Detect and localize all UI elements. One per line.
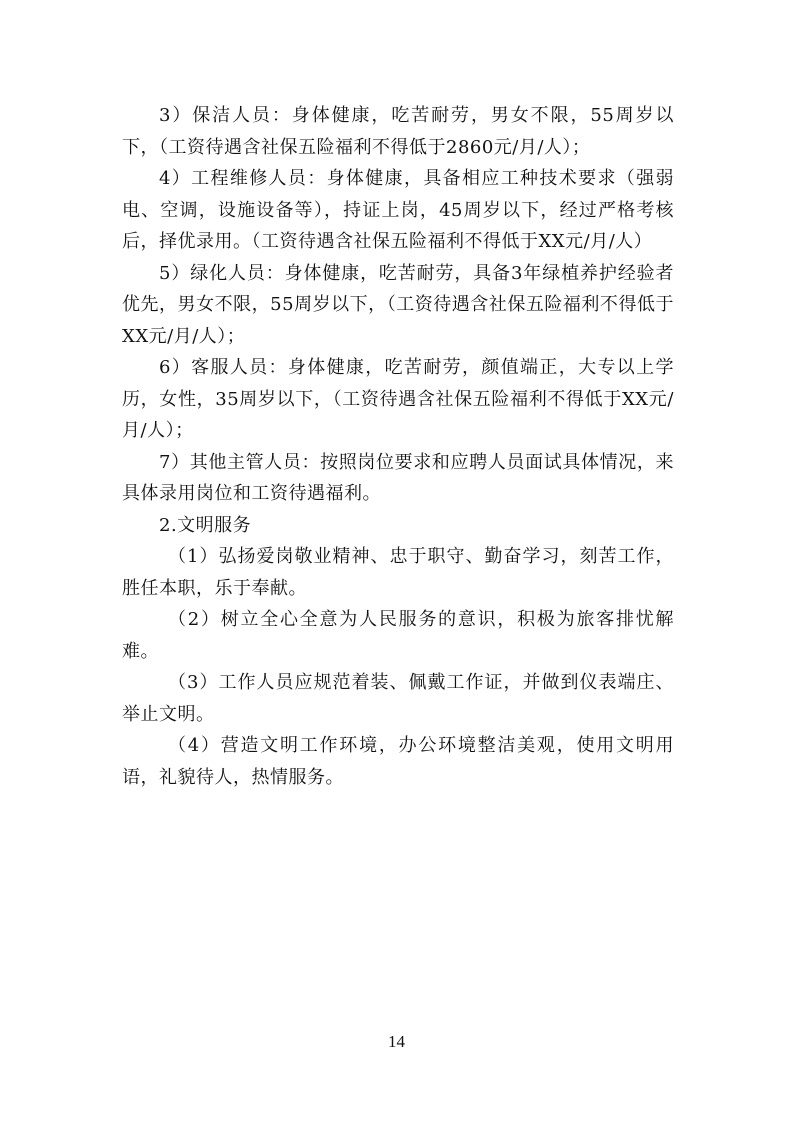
paragraph-item-2: （2）树立全心全意为人民服务的意识，积极为旅客排忧解难。	[122, 609, 674, 662]
page-number: 14	[388, 1032, 405, 1051]
section-heading-civilized-service: 2.文明服务	[159, 514, 252, 536]
paragraph-item-1: （1）弘扬爱岗敬业精神、忠于职守、勤奋学习，刻苦工作，胜任本职，乐于奉献。	[122, 546, 674, 599]
document-body	[122, 100, 674, 793]
paragraph-cleaning-staff: 3）保洁人员：身体健康，吃苦耐劳，男女不限，55周岁以下，（工资待遇含社保五险福利不得低于2860元/月/人）；	[122, 105, 674, 158]
paragraph-item-4: （4）营造文明工作环境，办公环境整洁美观，使用文明用语，礼貌待人，热情服务。	[122, 735, 674, 788]
paragraph-maintenance-staff: 4）工程维修人员：身体健康，具备相应工种技术要求（强弱电、空调，设施设备等），持证上岗，45周岁以下，经过严格考核后，择优录用。（工资待遇含社保五险福利不得低于XX元/月/人）	[122, 168, 674, 252]
paragraph-greening-staff: 5）绿化人员：身体健康，吃苦耐劳，具备3年绿植养护经验者优先，男女不限，55周岁以下，（工资待遇含社保五险福利不得低于XX元/月/人）；	[122, 262, 674, 347]
paragraph-customer-service-staff: 6）客服人员：身体健康，吃苦耐劳，颜值端正，大专以上学历，女性，35周岁以下，（工资待遇含社保五险福利不得低于XX元/月/人）；	[122, 357, 674, 441]
paragraph-item-3: （3）工作人员应规范着装、佩戴工作证，并做到仪表端庄、举止文明。	[122, 672, 674, 725]
paragraph-other-supervisors: 7）其他主管人员：按照岗位要求和应聘人员面试具体情况，来具体录用岗位和工资待遇福利。	[122, 451, 674, 504]
